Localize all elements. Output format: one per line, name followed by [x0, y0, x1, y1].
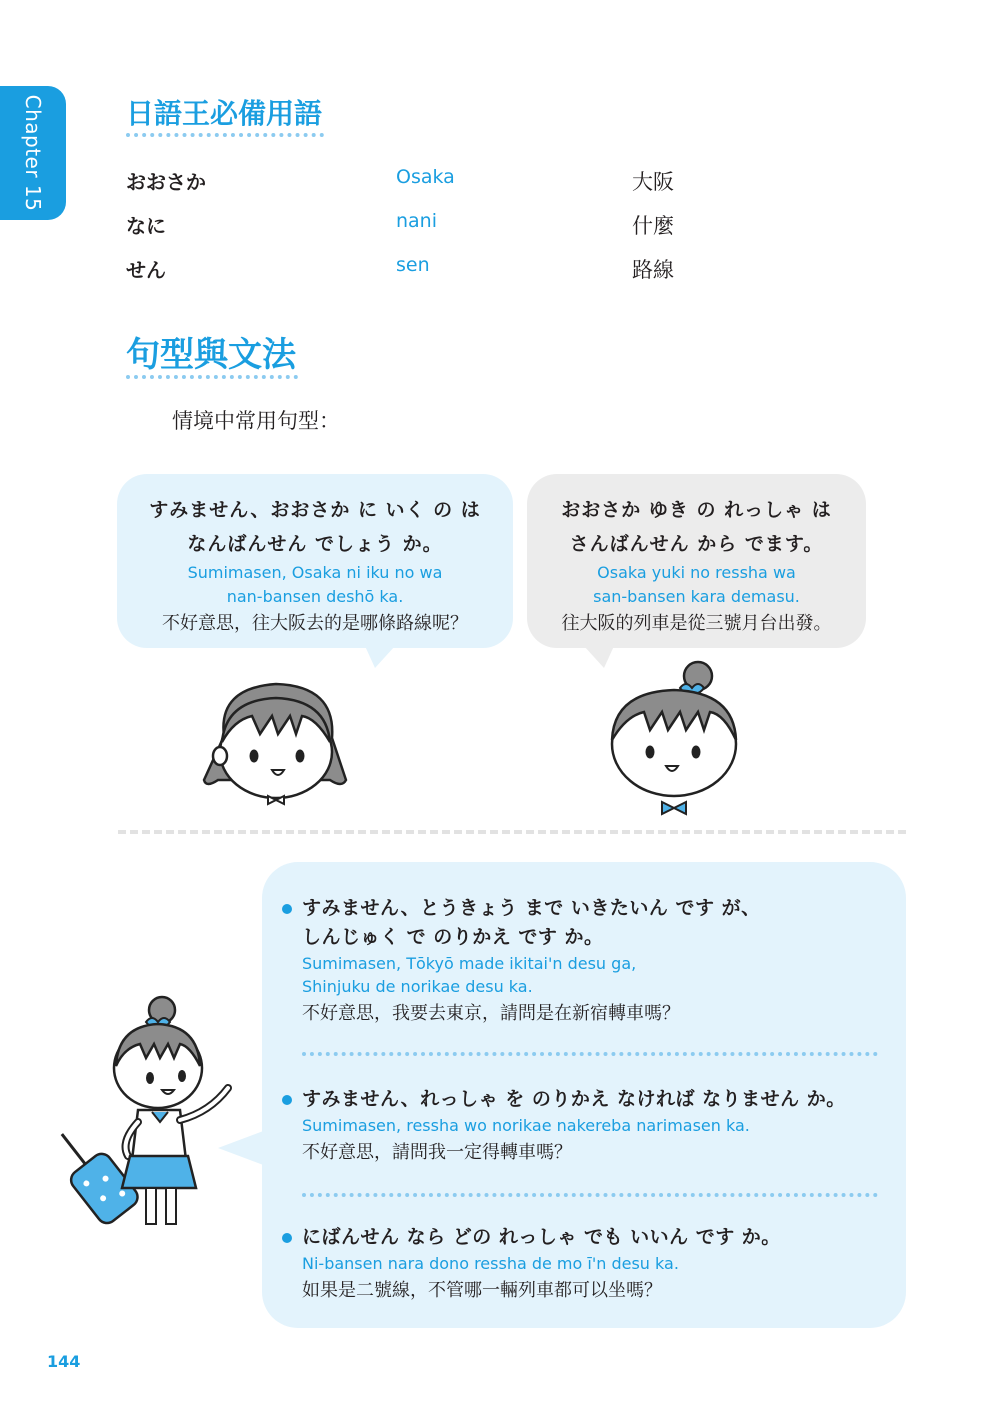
bullet-icon — [282, 1233, 292, 1243]
bubble-japanese-line: すみません、おおさか に いく の は — [149, 499, 481, 521]
vocab-meaning: 路線 — [632, 258, 674, 282]
pattern-romaji-line: Shinjuku de norikae desu ka. — [302, 977, 533, 996]
speech-bubble-tail — [365, 646, 395, 668]
bubble-japanese-line: おおさか ゆき の れっしゃ は — [561, 499, 832, 521]
bubble-romaji-line: Osaka yuki no ressha wa — [597, 563, 796, 582]
vocab-kana: なに — [126, 214, 166, 238]
pattern-romaji-line: Ni-bansen nara dono ressha de mo ī'n desu ka. — [302, 1254, 679, 1273]
vocab-romaji: sen — [396, 254, 430, 276]
bubble-japanese-line: なんばんせん でしょう か。 — [187, 533, 443, 555]
vocab-meaning: 什麼 — [632, 214, 674, 238]
pattern-translation: 不好意思，我要去東京，請問是在新宿轉車嗎？ — [302, 1003, 680, 1024]
grammar-title-underline — [126, 375, 298, 379]
pattern-romaji-line: Sumimasen, ressha wo norikae nakereba narimasen ka. — [302, 1116, 750, 1135]
grammar-section-title: 句型與文法 — [126, 335, 296, 375]
pattern-item — [302, 894, 882, 1030]
bubble-romaji-line: san-bansen kara demasu. — [593, 587, 800, 606]
speech-bubble-right — [527, 474, 866, 648]
chapter-label: Chapter 15 — [21, 94, 45, 212]
speech-bubble-left — [117, 474, 513, 648]
vocab-kana: おおさか — [126, 170, 206, 194]
bubble-translation: 不好意思，往大阪去的是哪條路線呢？ — [162, 613, 468, 634]
girl-with-suitcase-icon — [58, 992, 258, 1232]
pattern-japanese-line: にばんせん なら どの れっしゃ でも いいん です か。 — [302, 1226, 781, 1248]
pattern-separator — [302, 1193, 878, 1197]
vocab-row — [0, 210, 1000, 240]
girl-long-hair-icon — [196, 676, 356, 806]
bullet-icon — [282, 1095, 292, 1105]
pattern-item — [302, 1223, 882, 1307]
vocab-title-underline — [126, 133, 324, 137]
pattern-romaji-line: Sumimasen, Tōkyō made ikitai'n desu ga, — [302, 954, 637, 973]
grammar-intro: 情境中常用句型： — [172, 409, 340, 433]
bubble-romaji-line: Sumimasen, Osaka ni iku no wa — [187, 563, 443, 582]
vocab-row — [0, 166, 1000, 196]
vocab-row — [0, 254, 1000, 284]
chapter-tab — [0, 86, 66, 220]
bubble-translation: 往大阪的列車是從三號月台出發。 — [561, 613, 832, 634]
pattern-japanese-line: しんじゅく で のりかえ です か。 — [302, 926, 604, 948]
pattern-item — [302, 1085, 882, 1169]
section-divider — [118, 830, 906, 834]
bullet-icon — [282, 904, 292, 914]
pattern-translation: 不好意思，請問我一定得轉車嗎？ — [302, 1142, 572, 1163]
bubble-romaji-line: nan-bansen deshō ka. — [226, 587, 404, 606]
bubble-japanese-line: さんばんせん から でます。 — [569, 533, 824, 555]
pattern-japanese-line: すみません、れっしゃ を のりかえ なければ なりません か。 — [302, 1088, 846, 1110]
vocab-romaji: nani — [396, 210, 438, 232]
pattern-japanese-line: すみません、とうきょう まで いきたいん です が、 — [302, 897, 761, 919]
vocab-kana: せん — [126, 258, 166, 282]
page-number: 144 — [47, 1352, 81, 1371]
vocab-meaning: 大阪 — [632, 170, 674, 194]
vocab-section-title: 日語王必備用語 — [126, 97, 323, 130]
pattern-separator — [302, 1052, 878, 1056]
girl-hair-bun-icon — [600, 656, 760, 816]
vocab-romaji: Osaka — [396, 166, 455, 188]
pattern-translation: 如果是二號線，不管哪一輛列車都可以坐嗎？ — [302, 1280, 662, 1301]
